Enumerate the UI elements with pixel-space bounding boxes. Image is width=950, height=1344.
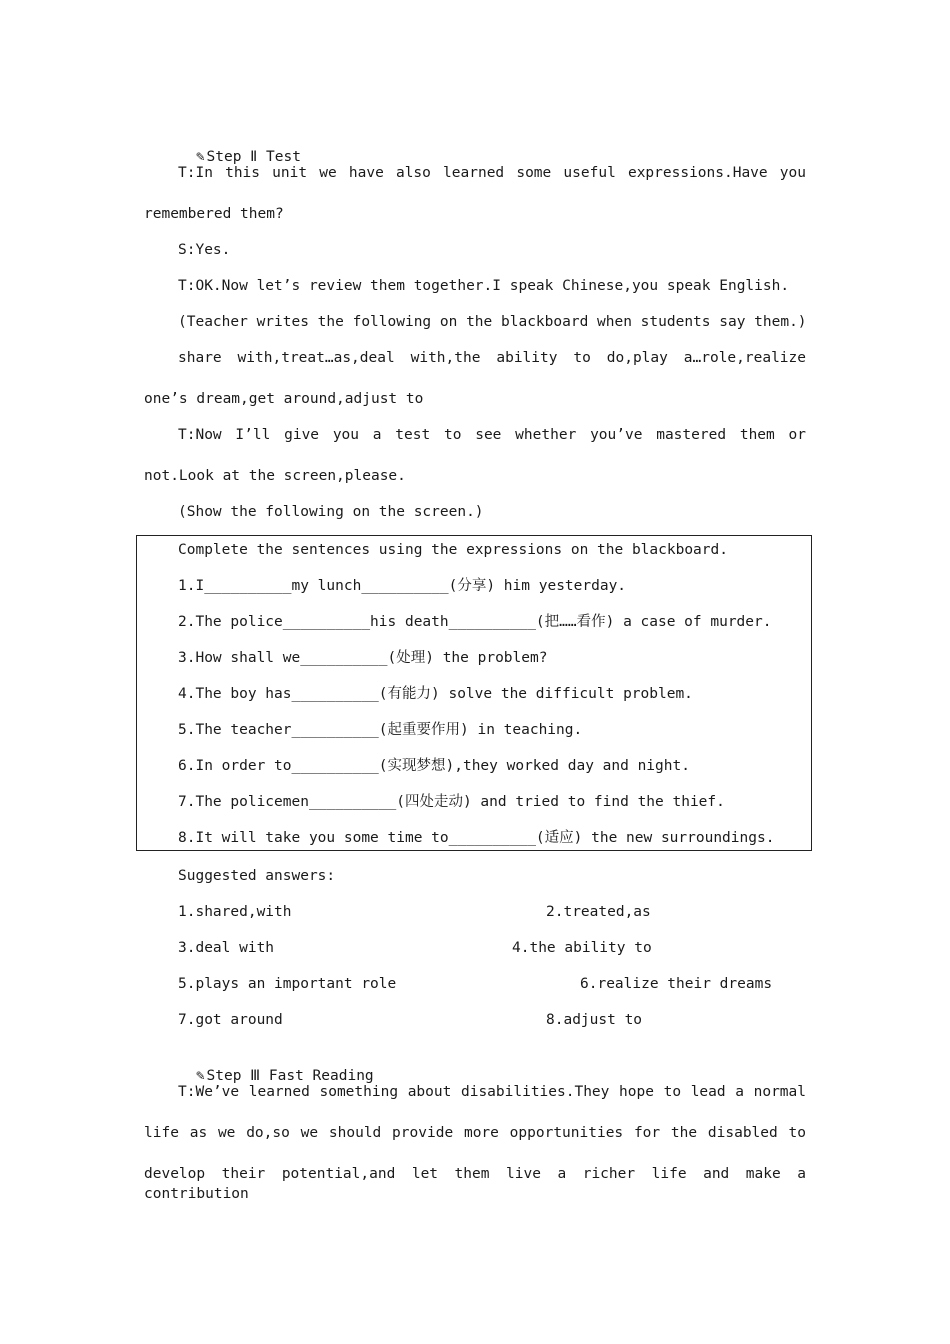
answer-item: 4.the ability to: [512, 940, 652, 956]
exercise-item: 8.It will take you some time to__________(适应) the new surroundings.: [178, 830, 775, 846]
answer-item: 7.got around: [178, 1012, 283, 1028]
paragraph-line: share with,treat…as,deal with,the ability to do,play a…role,realize: [178, 350, 806, 366]
paragraph-line: S:Yes.: [178, 242, 231, 258]
paragraph-line: (Teacher writes the following on the blackboard when students say them.): [178, 314, 807, 330]
paragraph-line: T:In this unit we have also learned some useful expressions.Have you: [178, 165, 806, 181]
exercise-item: 4.The boy has__________(有能力) solve the difficult problem.: [178, 686, 693, 702]
paragraph-line: T:OK.Now let’s review them together.I speak Chinese,you speak English.: [178, 278, 790, 294]
paragraph-line: develop their potential,and let them live a richer life and make a contribution: [144, 1166, 806, 1202]
paragraph-line: T:We’ve learned something about disabilities.They hope to lead a normal: [178, 1084, 806, 1100]
pencil-icon: ✎: [195, 150, 206, 164]
exercise-instruction: Complete the sentences using the expressions on the blackboard.: [178, 542, 728, 558]
exercise-item: 2.The police__________his death__________(把……看作) a case of murder.: [178, 614, 772, 630]
answer-item: 3.deal with: [178, 940, 275, 956]
answers-label: Suggested answers:: [178, 868, 336, 884]
answer-item: 8.adjust to: [546, 1012, 643, 1028]
answer-item: 5.plays an important role: [178, 976, 397, 992]
step2-heading: [178, 127, 301, 167]
exercise-item: 5.The teacher__________(起重要作用) in teaching.: [178, 722, 583, 738]
answer-item: 2.treated,as: [546, 904, 651, 920]
exercise-item: 3.How shall we__________(处理) the problem?: [178, 650, 548, 666]
paragraph-line: not.Look at the screen,please.: [144, 468, 406, 484]
answer-item: 1.shared,with: [178, 904, 292, 920]
paragraph-line: (Show the following on the screen.): [178, 504, 484, 520]
paragraph-line: remembered them?: [144, 206, 284, 222]
step3-heading: [178, 1046, 374, 1086]
exercise-item: 6.In order to__________(实现梦想),they worked day and night.: [178, 758, 690, 774]
paragraph-line: life as we do,so we should provide more opportunities for the disabled to: [144, 1125, 806, 1141]
paragraph-line: one’s dream,get around,adjust to: [144, 391, 424, 407]
exercise-item: 7.The policemen__________(四处走动) and tried to find the thief.: [178, 794, 725, 810]
step3-title: Step Ⅲ Fast Reading: [206, 1068, 374, 1084]
pencil-icon: ✎: [195, 1069, 206, 1083]
answer-item: 6.realize their dreams: [580, 976, 773, 992]
exercise-item: 1.I__________my lunch__________(分享) him yesterday.: [178, 578, 627, 594]
step2-title: Step Ⅱ Test: [206, 149, 301, 165]
paragraph-line: T:Now I’ll give you a test to see whether you’ve mastered them or: [178, 427, 806, 443]
